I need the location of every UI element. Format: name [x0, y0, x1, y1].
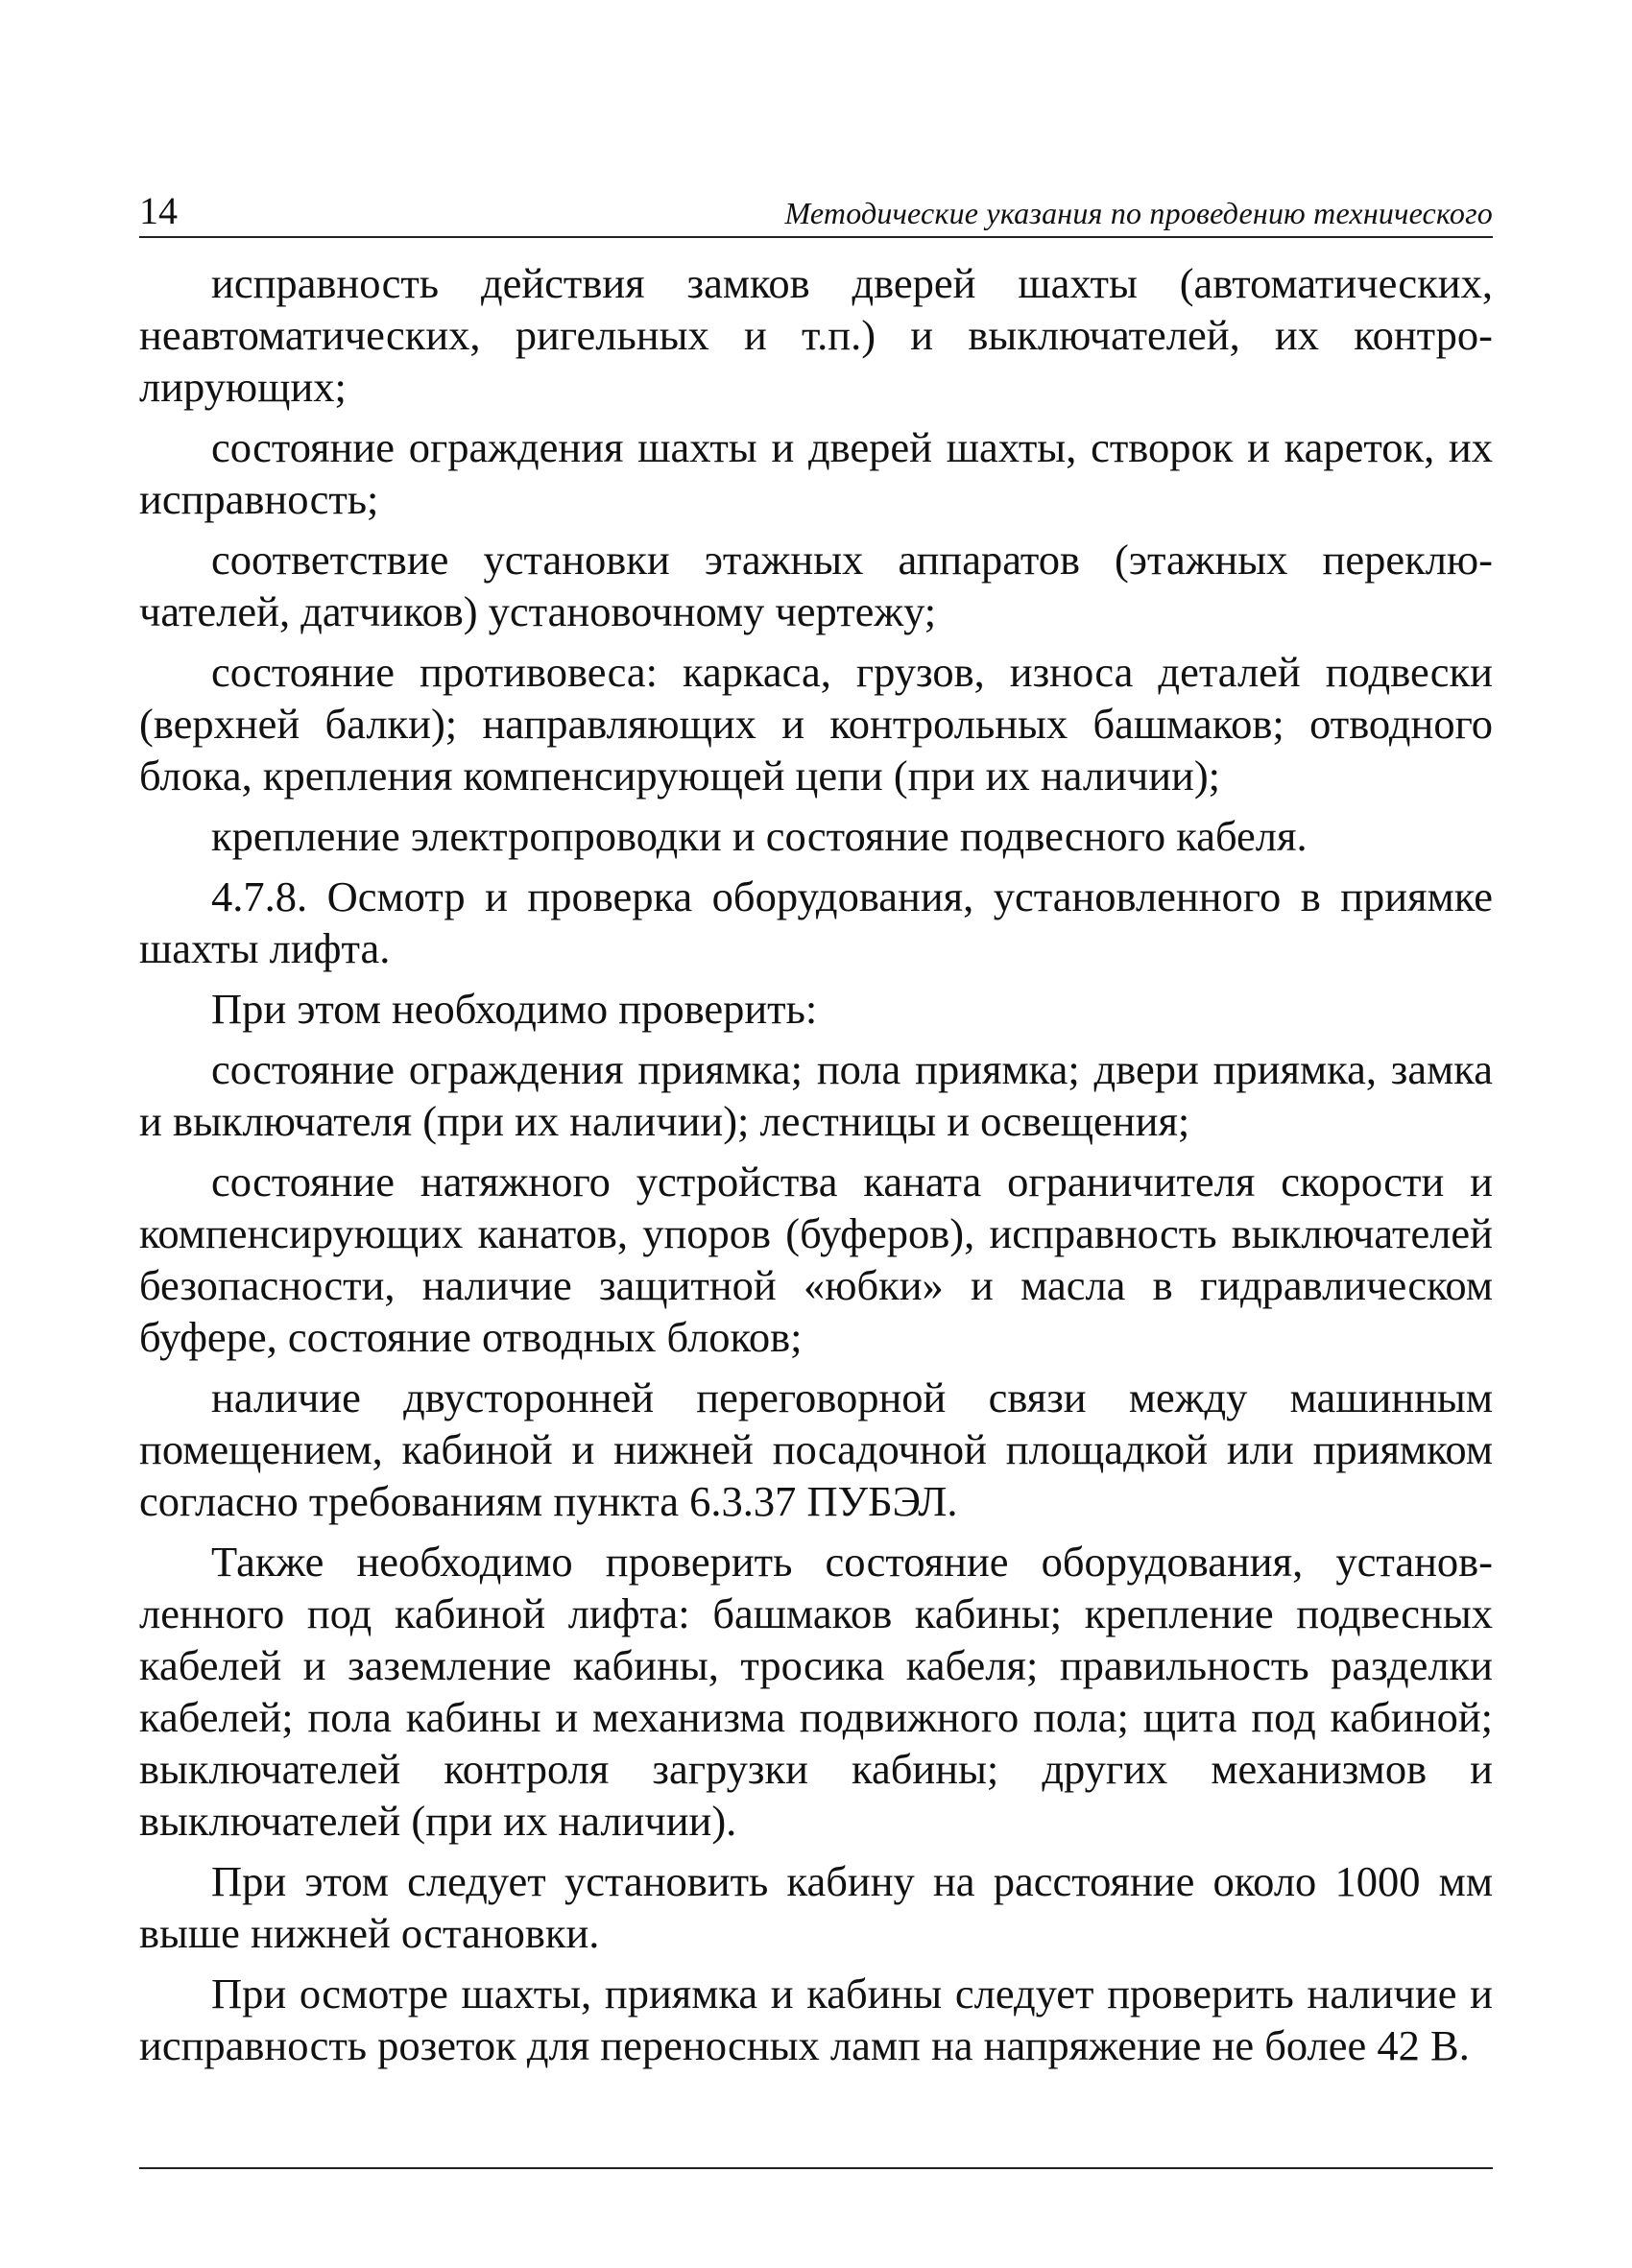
paragraph-check-intro: При этом необходимо проверить:	[211, 985, 818, 1033]
body-text	[139, 257, 1493, 2080]
paragraph-counterweight: состояние противовеса: каркаса, грузов, износа деталей подвески (верхней балки); направляющих и контрольных башмаков; отводного блока, крепления компенсирующей цепи (при их наличии);	[139, 648, 1493, 800]
paragraph-under-car-equipment: Также необходимо проверить состояние оборудования, установленного под кабиной лифта: башмаков кабины; крепление подвесных кабелей и заземление кабины, тросика кабеля; правильность разделки кабелей; пола кабины и механизма подвижного пола; щита под кабиной; выключателей контроля загрузки кабины; других механизмов и выключателей (при их наличии).	[139, 1538, 1493, 1845]
paragraph-car-position: При этом следует установить кабину на расстояние около 1000 мм выше нижней остановки.	[139, 1857, 1493, 1957]
paragraph-intercom: наличие двусторонней переговорной связи между машинным помещением, кабиной и нижней посадочной площадкой или приямком согласно требованиям пункта 6.3.37 ПУБЭЛ.	[139, 1373, 1493, 1525]
bottom-rule	[139, 2167, 1493, 2169]
running-title: Методические указания по проведению технического	[784, 196, 1493, 230]
paragraph-section-4-7-8: 4.7.8. Осмотр и проверка оборудования, установленного в приямке шахты лифта.	[139, 872, 1493, 972]
paragraph-shaft-enclosure: состояние ограждения шахты и дверей шахты, створок и кареток, их исправность;	[139, 423, 1493, 523]
running-header	[139, 182, 1493, 238]
paragraph-sockets: При осмотре шахты, приямка и кабины следует проверить наличие и исправность розеток для переносных ламп на напряжение не более 42 В.	[139, 1970, 1493, 2069]
paragraph-shaft-door-locks: исправность действия замков дверей шахты (автоматических, неавтоматических, ригельных и т.п.) и выключателей, их контролирующих;	[139, 259, 1493, 411]
paragraph-wiring: крепление электропроводки и состояние подвесного кабеля.	[211, 812, 1308, 860]
paragraph-pit-enclosure: состояние ограждения приямка; пола приямка; двери приямка, замка и выключателя (при их наличии); лестницы и освещения;	[139, 1045, 1493, 1145]
paragraph-tension-device: состояние натяжного устройства каната ограничителя скорости и компенсирующих канатов, упоров (буферов), исправность выключателей безопасности, наличие защитной «юбки» и масла в гидравлическом буфере, состояние отводных блоков;	[139, 1158, 1493, 1361]
page-number: 14	[139, 189, 178, 232]
paragraph-floor-devices: соответствие установки этажных аппаратов (этажных переключателей, датчиков) установочному чертежу;	[139, 536, 1493, 635]
